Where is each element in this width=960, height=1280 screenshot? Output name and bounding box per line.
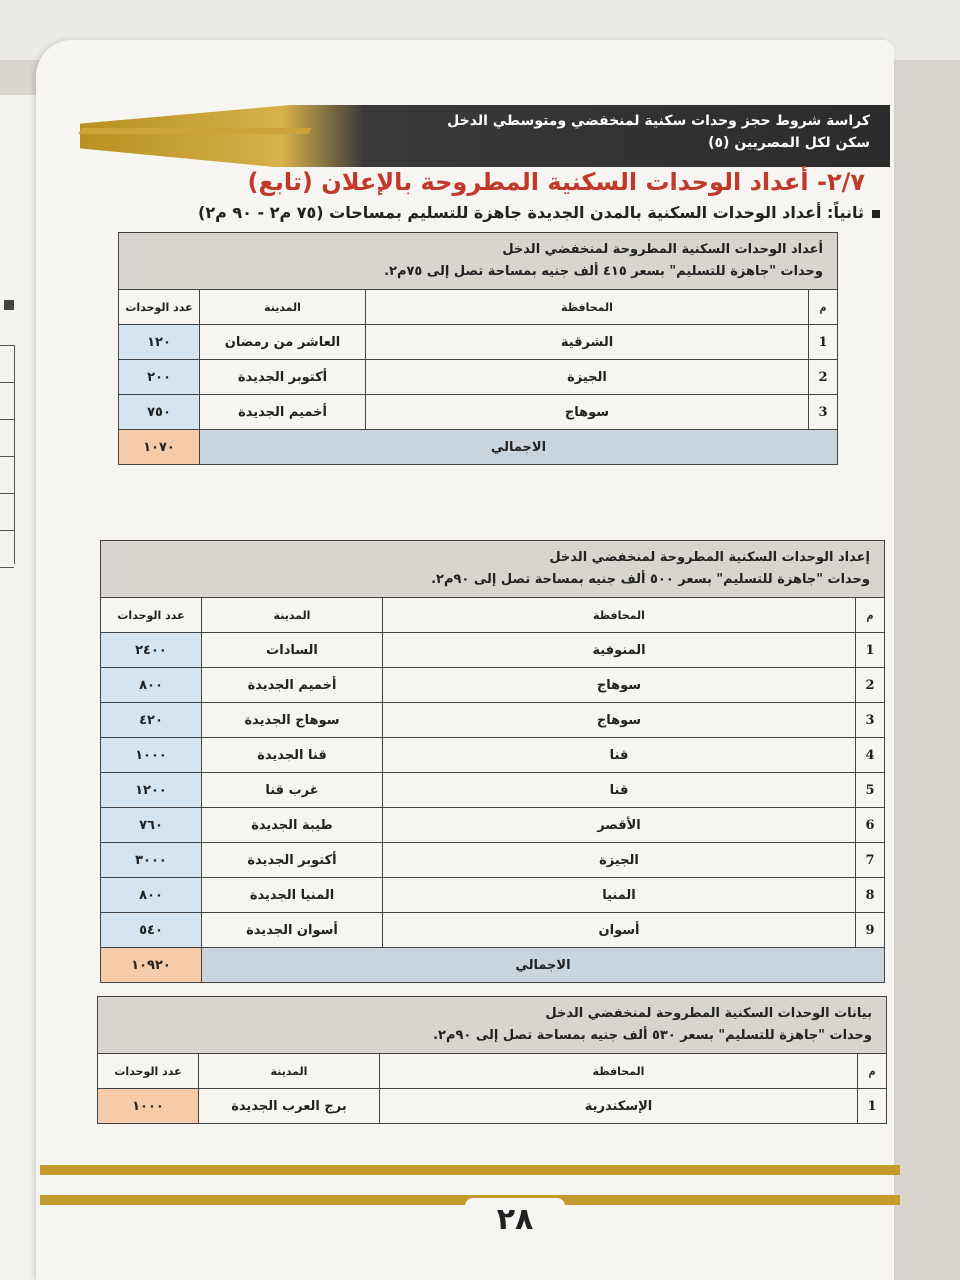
row-no: 8	[856, 878, 885, 913]
row-units: ٨٠٠	[101, 668, 202, 703]
table-caption-line-2: وحدات "جاهزة للتسليم" بسعر ٤١٥ ألف جنيه بمساحة تصل إلى ٧٥م٢.	[384, 264, 823, 279]
header-line-1: كراسة شروط حجز وحدات سكنية لمنخفضي ومتوسطي الدخل	[447, 113, 870, 129]
table-caption	[98, 997, 887, 1054]
header-units: عدد الوحدات	[101, 598, 202, 633]
header-no: م	[809, 290, 838, 325]
row-governorate: قنا	[383, 738, 856, 773]
table-row	[101, 773, 885, 808]
header-units: عدد الوحدات	[98, 1054, 199, 1089]
total-value: ١٠٧٠	[119, 430, 200, 465]
header-governorate: المحافظة	[366, 290, 809, 325]
row-no: 3	[809, 395, 838, 430]
table-caption-line-1: إعداد الوحدات السكنية المطروحة لمنخفضي الدخل	[549, 550, 870, 565]
table-caption-line-1: أعداد الوحدات السكنية المطروحة لمنخفضي الدخل	[502, 242, 823, 257]
row-governorate: الشرقية	[366, 325, 809, 360]
row-no: 3	[856, 703, 885, 738]
row-city: برج العرب الجديدة	[199, 1089, 380, 1124]
row-governorate: الجيزة	[383, 843, 856, 878]
units-table-3	[97, 996, 887, 1124]
row-no: 7	[856, 843, 885, 878]
row-no: 5	[856, 773, 885, 808]
row-governorate: الجيزة	[366, 360, 809, 395]
table-row	[101, 843, 885, 878]
table-row	[101, 668, 885, 703]
header-governorate: المحافظة	[383, 598, 856, 633]
header-units: عدد الوحدات	[119, 290, 200, 325]
row-governorate: المنوفية	[383, 633, 856, 668]
header-no: م	[856, 598, 885, 633]
row-governorate: الإسكندرية	[380, 1089, 858, 1124]
header-governorate: المحافظة	[380, 1054, 858, 1089]
left-page-bullet	[4, 300, 14, 310]
row-no: 4	[856, 738, 885, 773]
row-no: 2	[856, 668, 885, 703]
header-city: المدينة	[199, 1054, 380, 1089]
row-city: أسوان الجديدة	[202, 913, 383, 948]
row-units: ٤٢٠	[101, 703, 202, 738]
row-city: السادات	[202, 633, 383, 668]
row-no: 1	[809, 325, 838, 360]
table-row	[101, 913, 885, 948]
table-row	[119, 395, 838, 430]
table-row	[101, 738, 885, 773]
row-city: أخميم الجديدة	[202, 668, 383, 703]
section-subtitle	[120, 203, 880, 222]
row-units: ٧٦٠	[101, 808, 202, 843]
left-page-table-fragment	[0, 345, 15, 564]
row-units: ٢٤٠٠	[101, 633, 202, 668]
row-units: ١٢٠	[119, 325, 200, 360]
row-units: ١٢٠٠	[101, 773, 202, 808]
row-city: طيبة الجديدة	[202, 808, 383, 843]
table-header-row	[101, 598, 885, 633]
header-city: المدينة	[200, 290, 366, 325]
table-row	[119, 360, 838, 395]
row-units: ٣٠٠٠	[101, 843, 202, 878]
table-row	[101, 703, 885, 738]
row-units: ٧٥٠	[119, 395, 200, 430]
table-row	[98, 1089, 887, 1124]
row-no: 2	[809, 360, 838, 395]
row-governorate: الأقصر	[383, 808, 856, 843]
table-caption-line-2: وحدات "جاهزة للتسليم" بسعر ٥٣٠ ألف جنيه بمساحة تصل إلى ٩٠م٢.	[433, 1028, 872, 1043]
table-header-row	[119, 290, 838, 325]
total-label: الاجمالي	[200, 430, 838, 465]
header-line-2: سكن لكل المصريين (٥)	[708, 135, 870, 151]
row-city: أكتوبر الجديدة	[202, 843, 383, 878]
table-row	[119, 325, 838, 360]
table-header-row	[98, 1054, 887, 1089]
table-total-row	[119, 430, 838, 465]
row-no: 6	[856, 808, 885, 843]
row-city: قنا الجديدة	[202, 738, 383, 773]
units-table-1	[118, 232, 838, 465]
row-governorate: قنا	[383, 773, 856, 808]
section-title: ٢/٧- أعداد الوحدات السكنية المطروحة بالإعلان (تابع)	[247, 168, 865, 196]
row-city: غرب قنا	[202, 773, 383, 808]
row-no: 1	[858, 1089, 887, 1124]
header-gold-line	[78, 128, 311, 134]
header-no: م	[858, 1054, 887, 1089]
row-city: أخميم الجديدة	[200, 395, 366, 430]
total-value: ١٠٩٢٠	[101, 948, 202, 983]
total-label: الاجمالي	[202, 948, 885, 983]
page-number: ٢٨	[465, 1198, 565, 1242]
row-city: سوهاج الجديدة	[202, 703, 383, 738]
row-governorate: سوهاج	[366, 395, 809, 430]
row-governorate: المنيا	[383, 878, 856, 913]
row-city: العاشر من رمضان	[200, 325, 366, 360]
table-row	[101, 878, 885, 913]
row-no: 1	[856, 633, 885, 668]
table-total-row	[101, 948, 885, 983]
row-no: 9	[856, 913, 885, 948]
row-units: ٥٤٠	[101, 913, 202, 948]
table-caption-line-2: وحدات "جاهزة للتسليم" بسعر ٥٠٠ ألف جنيه بمساحة تصل إلى ٩٠م٢.	[431, 572, 870, 587]
table-row	[101, 633, 885, 668]
table-row	[101, 808, 885, 843]
units-table-2	[100, 540, 885, 983]
row-city: أكتوبر الجديدة	[200, 360, 366, 395]
header-text	[370, 110, 870, 154]
row-governorate: سوهاج	[383, 668, 856, 703]
header-city: المدينة	[202, 598, 383, 633]
row-governorate: أسوان	[383, 913, 856, 948]
row-units: ٢٠٠	[119, 360, 200, 395]
row-governorate: سوهاج	[383, 703, 856, 738]
section-subtitle-text: ثانياً: أعداد الوحدات السكنية بالمدن الجديدة جاهزة للتسليم بمساحات (٧٥ م٢ - ٩٠ م٢)	[198, 203, 864, 222]
row-units: ٨٠٠	[101, 878, 202, 913]
row-units: ١٠٠٠	[101, 738, 202, 773]
table-caption-line-1: بيانات الوحدات السكنية المطروحة لمنخفضي الدخل	[545, 1006, 872, 1021]
bullet-icon	[872, 210, 880, 218]
table-caption	[101, 541, 885, 598]
row-units: ١٠٠٠	[98, 1089, 199, 1124]
row-city: المنيا الجديدة	[202, 878, 383, 913]
table-caption	[119, 233, 838, 290]
